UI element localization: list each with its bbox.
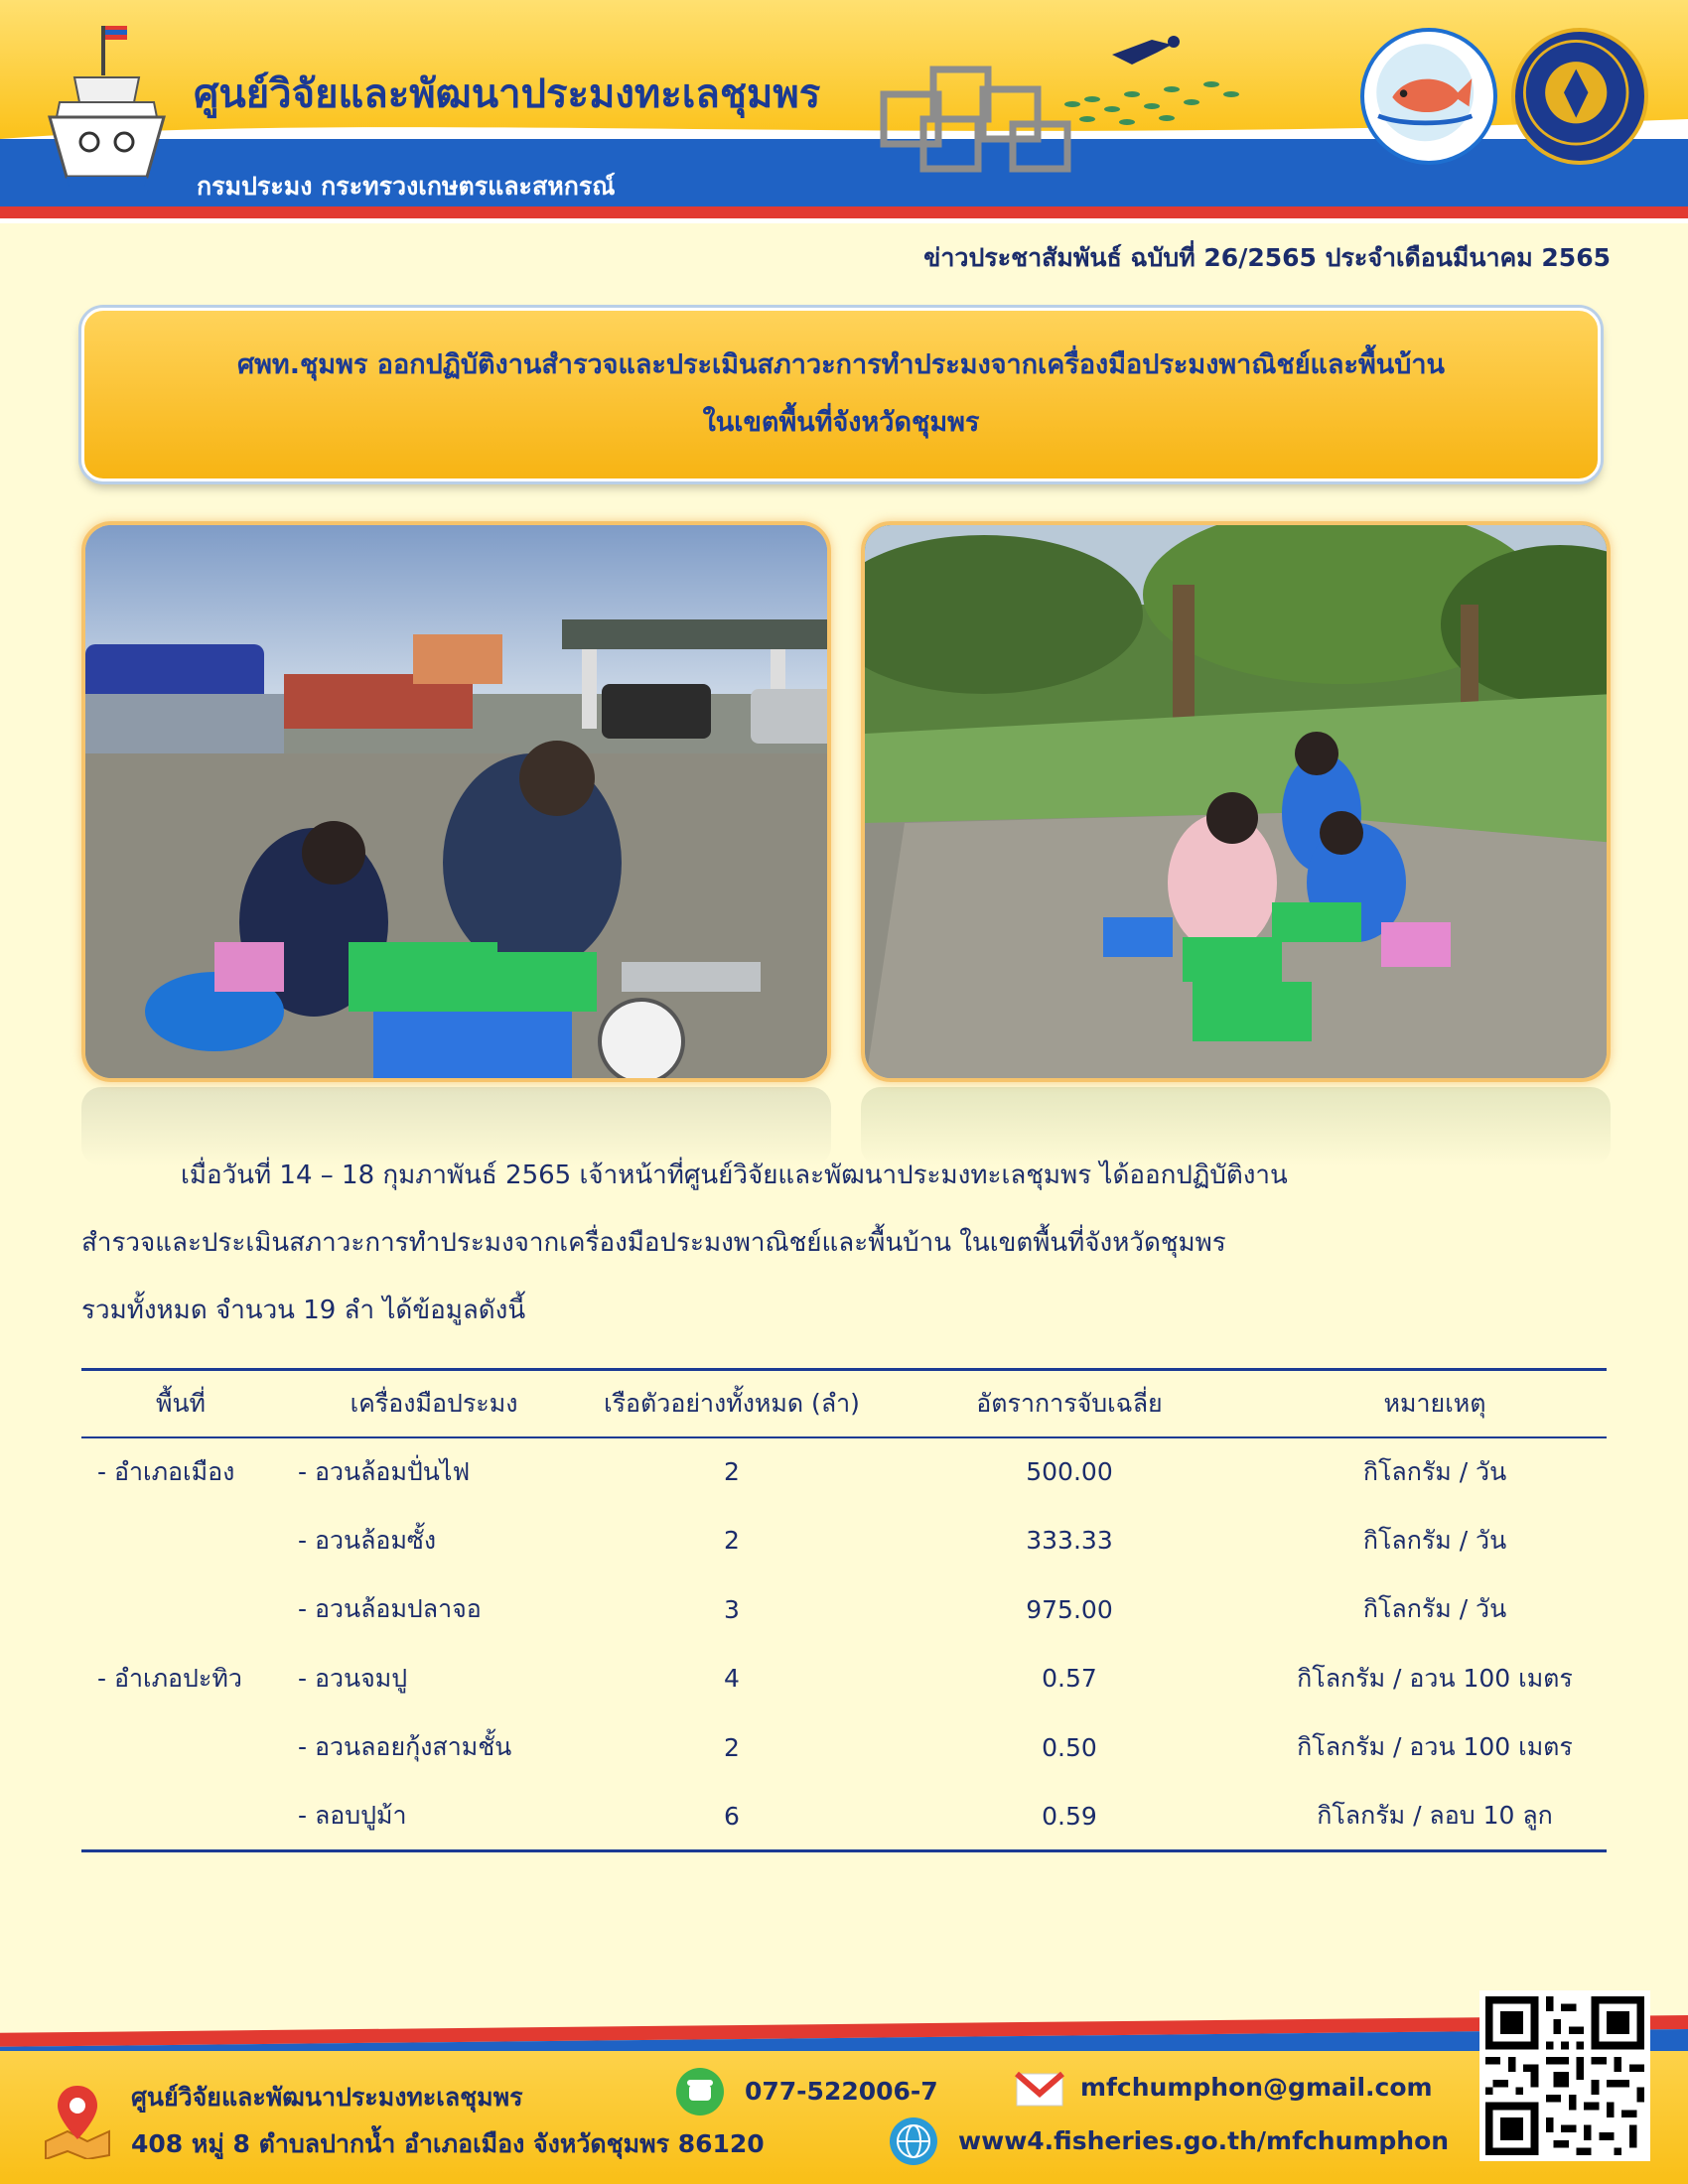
cell-gear: - อวนล้อมซั้ง <box>298 1525 437 1555</box>
cell-note: กิโลกรัม / อวน 100 เมตร <box>1297 1663 1573 1693</box>
cell-count: 2 <box>724 1526 740 1556</box>
phone-icon <box>675 2067 725 2116</box>
cell-area: - อำเภอปะทิว <box>97 1663 242 1693</box>
photo-pier-fish-sorting-icon <box>85 525 831 1082</box>
cell-area <box>81 1713 280 1783</box>
footer-organization: ศูนย์วิจัยและพัฒนาประมงทะเลชุมพร <box>131 2083 523 2112</box>
body-line-1: เมื่อวันที่ 14 – 18 กุมภาพันธ์ 2565 เจ้าหน้าที่ศูนย์วิจัยและพัฒนาประมงทะเลชุมพร ได้ออกปฏิบัติงาน <box>181 1160 1288 1190</box>
page-header <box>0 0 1688 223</box>
ship-logo-icon <box>40 18 174 192</box>
footer-website[interactable]: www4.fisheries.go.th/mfchumphon <box>958 2126 1450 2155</box>
email-icon <box>1015 2070 1064 2110</box>
table-header <box>81 1370 1607 1437</box>
table-row <box>81 1713 1607 1783</box>
headline-line-2: ในเขตพื้นที่จังหวัดชุมพร <box>702 407 980 438</box>
footer-phone[interactable]: 077-522006-7 <box>745 2077 938 2106</box>
body-line-3: รวมทั้งหมด จำนวน 19 ลำ ได้ข้อมูลดังนี้ <box>81 1296 526 1325</box>
table-body <box>81 1437 1607 1851</box>
cell-gear: - อวนลอยกุ้งสามชั้น <box>298 1732 512 1762</box>
artificial-reef-icon <box>874 50 1082 179</box>
cell-gear: - อวนจมปู <box>298 1663 408 1693</box>
body-line-2: สำรวจและประเมินสภาวะการทำประมงจากเครื่องมือประมงพาณิชย์และพื้นบ้าน ในเขตพื้นที่จังหวัดชุมพร <box>81 1228 1226 1258</box>
center-title: ศูนย์วิจัยและพัฒนาประมงทะเลชุมพร <box>194 71 821 117</box>
table-row <box>81 1575 1607 1645</box>
department-of-fisheries-seal <box>1511 28 1648 165</box>
cell-note: กิโลกรัม / วัน <box>1362 1525 1507 1555</box>
photo-pier-survey <box>81 521 831 1082</box>
cell-area <box>81 1506 280 1575</box>
press-release-number: ข่าวประชาสัมพันธ์ ฉบับที่ 26/2565 ประจำเดือนมีนาคม 2565 <box>923 243 1611 272</box>
cell-rate: 333.33 <box>1026 1526 1113 1556</box>
qr-code[interactable] <box>1479 1990 1650 2161</box>
catch-rate-table <box>81 1368 1607 1852</box>
header-area: พื้นที่ <box>155 1388 207 1418</box>
footer-email[interactable]: mfchumphon@gmail.com <box>1080 2073 1433 2102</box>
cell-gear: - ลอบปูม้า <box>298 1801 407 1830</box>
cell-count: 4 <box>724 1664 740 1694</box>
center-subtitle: กรมประมง กระทรวงเกษตรและสหกรณ์ <box>197 172 616 201</box>
research-center-logo <box>1360 28 1497 165</box>
cell-area: - อำเภอเมือง <box>97 1456 235 1486</box>
fisheries-seal-icon <box>1515 32 1644 161</box>
table-row <box>81 1437 1607 1507</box>
globe-icon <box>889 2116 938 2166</box>
table-header-row <box>81 1370 1607 1437</box>
cell-rate: 0.50 <box>1042 1732 1097 1762</box>
header-catch-rate: อัตราการจับเฉลี่ย <box>976 1388 1163 1418</box>
cell-note: กิโลกรัม / วัน <box>1362 1456 1507 1486</box>
cell-rate: 500.00 <box>1026 1457 1113 1487</box>
header-gear: เครื่องมือประมง <box>350 1388 518 1418</box>
cell-rate: 0.57 <box>1042 1664 1097 1694</box>
cell-count: 2 <box>724 1732 740 1762</box>
location-pin-icon <box>38 2080 117 2159</box>
cell-note: กิโลกรัม / วัน <box>1362 1594 1507 1624</box>
cell-gear: - อวนล้อมปั่นไฟ <box>298 1456 471 1486</box>
red-fish-icon <box>1364 32 1493 161</box>
cell-rate: 0.59 <box>1042 1801 1097 1831</box>
diver-fish-school-icon <box>1053 15 1251 134</box>
cell-count: 6 <box>724 1801 740 1831</box>
cell-note: กิโลกรัม / ลอบ 10 ลูก <box>1317 1801 1553 1830</box>
header-sample-boats: เรือตัวอย่างทั้งหมด (ลำ) <box>604 1388 860 1418</box>
table-row <box>81 1782 1607 1851</box>
cell-area <box>81 1575 280 1645</box>
headline-line-1: ศพท.ชุมพร ออกปฏิบัติงานสำรวจและประเมินสภาวะการทำประมงจากเครื่องมือประมงพาณิชย์และพื้นบ้าน <box>236 349 1445 380</box>
cell-rate: 975.00 <box>1026 1594 1113 1624</box>
cell-count: 2 <box>724 1457 740 1487</box>
cell-area <box>81 1782 280 1851</box>
photo-garden-survey <box>861 521 1611 1082</box>
cell-count: 3 <box>724 1594 740 1624</box>
headline-box <box>81 308 1601 481</box>
body-paragraph <box>81 1142 1611 1344</box>
header-remark: หมายเหตุ <box>1383 1388 1486 1418</box>
cell-gear: - อวนล้อมปลาจอ <box>298 1594 482 1624</box>
qr-code-icon <box>1485 1996 1644 2155</box>
cell-note: กิโลกรัม / อวน 100 เมตร <box>1297 1732 1573 1762</box>
table-row <box>81 1506 1607 1575</box>
photo-garden-fish-sorting-icon <box>865 525 1611 1082</box>
footer-address: 408 หมู่ 8 ตำบลปากน้ำ อำเภอเมือง จังหวัดชุมพร 86120 <box>131 2129 765 2158</box>
table-row <box>81 1644 1607 1713</box>
